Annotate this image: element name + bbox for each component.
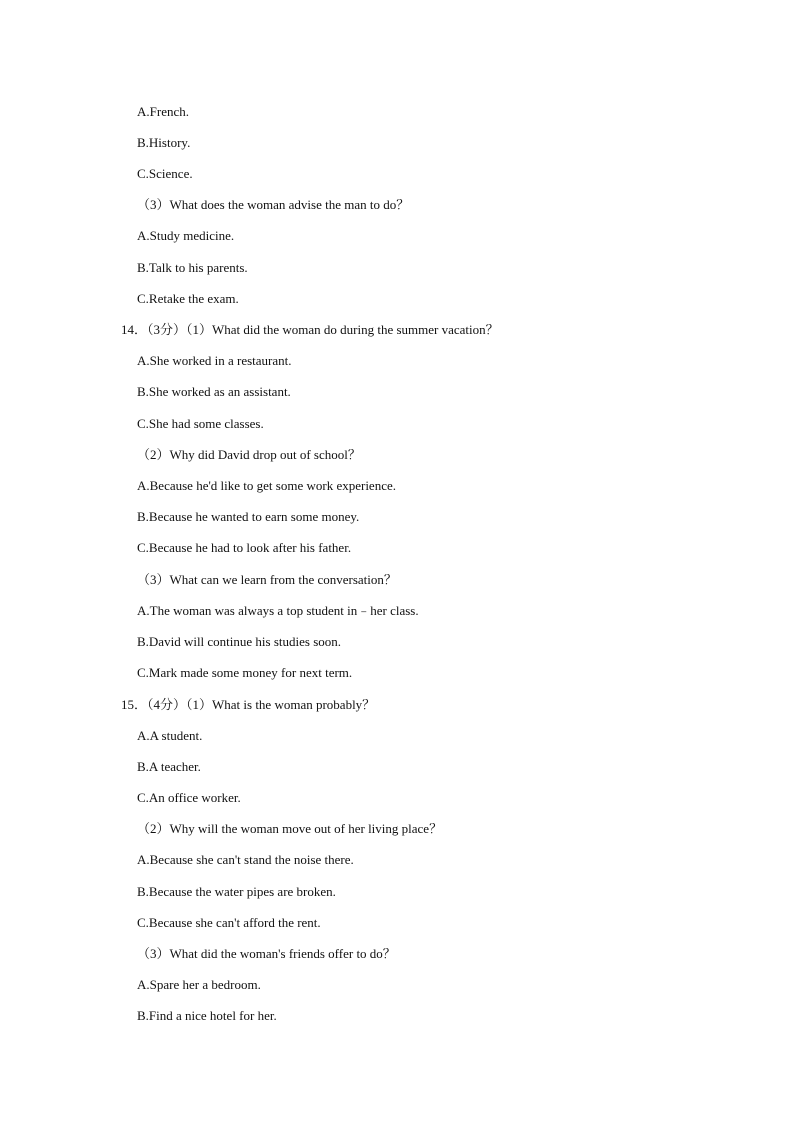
option-study-medicine: A.Study medicine. (137, 228, 235, 243)
option-science: C.Science. (137, 166, 193, 181)
option-assistant: B.She worked as an assistant. (137, 384, 291, 399)
option-look-after-father: C.Because he had to look after his father. (137, 540, 352, 555)
option-work-experience: A.Because he'd like to get some work experience. (137, 478, 396, 493)
option-student: A.A student. (137, 728, 203, 743)
option-talk-to-parents: B.Talk to his parents. (137, 260, 248, 275)
sub-question-14-3: （3）What can we learn from the conversation？ (137, 572, 397, 587)
sub-question-14-2: （2）Why did David drop out of school？ (137, 447, 361, 462)
sub-question-15-2: （2）Why will the woman move out of her living place？ (137, 821, 443, 836)
option-spare-bedroom: A.Spare her a bedroom. (137, 977, 261, 992)
option-nice-hotel: B.Find a nice hotel for her. (137, 1008, 277, 1023)
question-14: 14．（3分）（1）What did the woman do during the summer vacation？ (121, 322, 499, 337)
option-noise: A.Because she can't stand the noise there. (137, 852, 354, 867)
option-earn-money: B.Because he wanted to earn some money. (137, 509, 360, 524)
question-15: 15．（4分）（1）What is the woman probably？ (121, 697, 376, 712)
option-retake-exam: C.Retake the exam. (137, 291, 239, 306)
option-mark-money: C.Mark made some money for next term. (137, 665, 353, 680)
option-office-worker: C.An office worker. (137, 790, 241, 805)
option-top-student: A.The woman was always a top student in﹣her class. (137, 603, 419, 618)
option-continue-studies: B.David will continue his studies soon. (137, 634, 342, 649)
sub-question-13-3: （3）What does the woman advise the man to do？ (137, 197, 410, 212)
option-restaurant: A.She worked in a restaurant. (137, 353, 292, 368)
sub-question-15-3: （3）What did the woman's friends offer to do？ (137, 946, 396, 961)
option-classes: C.She had some classes. (137, 416, 264, 431)
option-teacher: B.A teacher. (137, 759, 201, 774)
option-history: B.History. (137, 135, 191, 150)
option-water-pipes: B.Because the water pipes are broken. (137, 884, 336, 899)
option-rent: C.Because she can't afford the rent. (137, 915, 321, 930)
option-french: A.French. (137, 104, 189, 119)
